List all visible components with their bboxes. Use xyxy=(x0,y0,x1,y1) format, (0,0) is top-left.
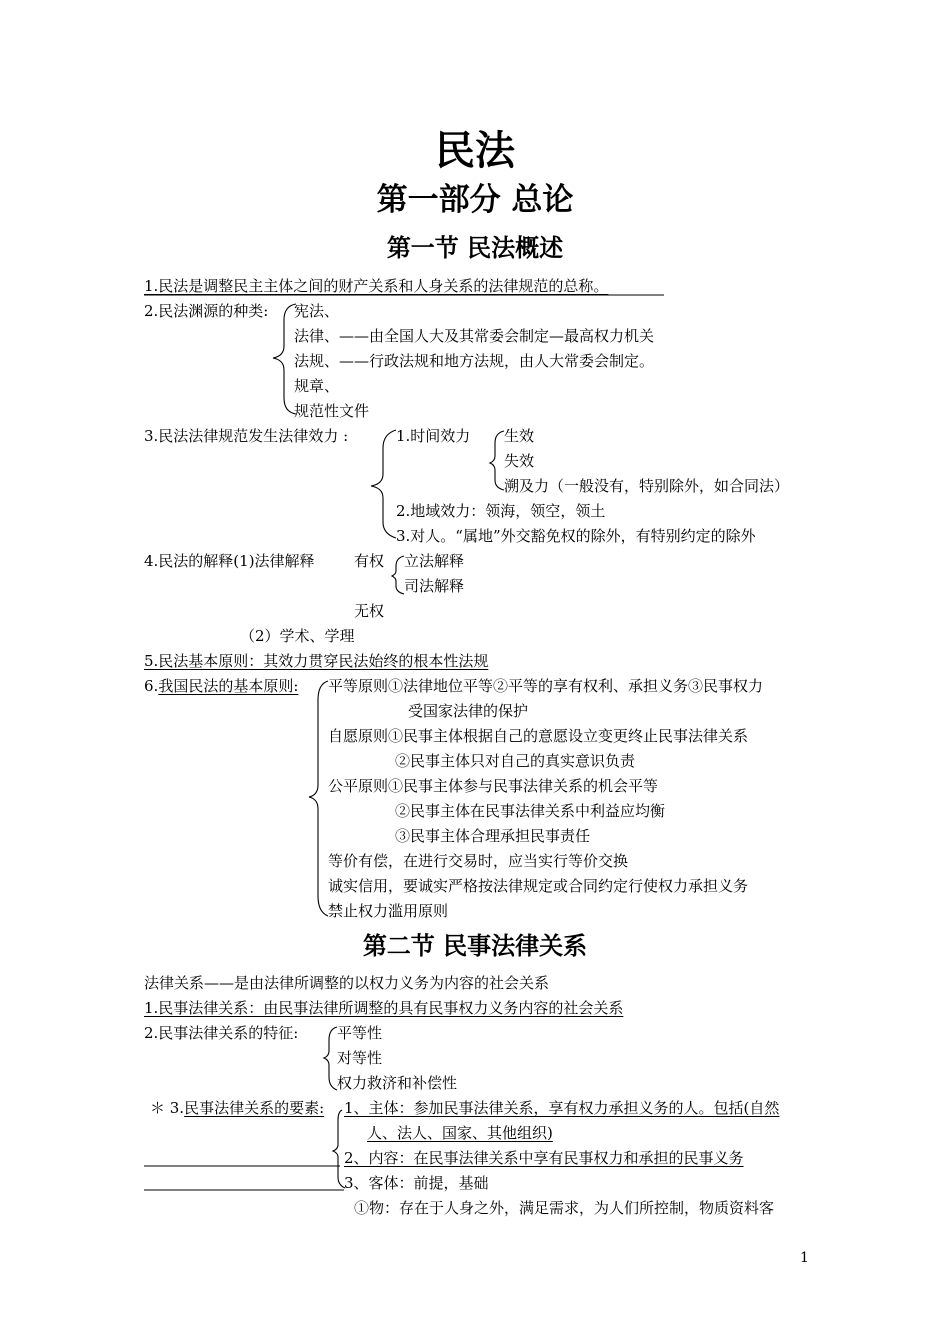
s1-item4-academic: （2）学术、学理 xyxy=(240,627,355,645)
s1-item2-line4: 规章、 xyxy=(294,377,340,395)
s1-item6-line4: ②民事主体只对自己的真实意识负责 xyxy=(395,752,636,770)
s1-item4-auth-2: 司法解释 xyxy=(404,577,465,595)
s1-item6-line3: 自愿原则①民事主体根据自己的意愿设立变更终止民事法律关系 xyxy=(328,727,749,745)
s2-item3-subject: 1、主体：参加民事法律关系，享有权力承担义务的人。包括(自然 xyxy=(344,1099,780,1117)
document-title: 民法 xyxy=(435,127,515,174)
brace-authority xyxy=(392,556,404,594)
s1-item2-line2: 法律、——由全国人大及其常委会制定—最高权力机关 xyxy=(294,327,655,345)
s2-item3-subject-cont: 人、法人、国家、其他组织) xyxy=(367,1124,553,1142)
s1-item6-line5: 公平原则①民事主体参与民事法律关系的机会平等 xyxy=(328,777,659,795)
s1-item4-noauth: 无权 xyxy=(354,602,385,620)
s2-intro: 法律关系——是由法律所调整的以权力义务为内容的社会关系 xyxy=(144,974,550,992)
brace-time xyxy=(490,431,504,490)
s1-item4-label: 4.民法的解释(1)法律解释 xyxy=(144,552,315,570)
part-title: 第一部分 总论 xyxy=(376,182,574,218)
s2-item3-star: ＊ 3. xyxy=(150,1099,185,1117)
page-number: 1 xyxy=(800,1250,809,1266)
s1-item2-line1: 宪法、 xyxy=(294,302,340,320)
s1-item4-auth-1: 立法解释 xyxy=(404,552,465,570)
s1-item3-space: 2.地域效力：领海，领空，领土 xyxy=(396,502,606,520)
s1-item6-label: 我国民法的基本原则: xyxy=(158,677,299,695)
s1-item6-line2: 受国家法律的保护 xyxy=(408,702,529,720)
s1-item6-line1: 平等原则①法律地位平等②平等的享有权利、承担义务③民事权力 xyxy=(328,677,764,695)
s1-item6-line7: ③民事主体合理承担民事责任 xyxy=(395,827,591,845)
brace-elements xyxy=(333,1110,345,1188)
s1-item3-time-2: 失效 xyxy=(504,452,535,470)
s1-item6-line9: 诚实信用，要诚实严格按法律规定或合同约定行使权力承担义务 xyxy=(328,877,749,895)
s2-item3-object: 3、客体：前提，基础 xyxy=(344,1174,489,1192)
brace-effect xyxy=(371,430,396,538)
s1-item6-prefix: 6. xyxy=(144,677,159,695)
section2-heading: 第二节 民事法律关系 xyxy=(362,931,588,960)
s1-item5: 5.民法基本原则：其效力贯穿民法始终的根本性法规 xyxy=(144,652,489,670)
s1-item6-line6: ②民事主体在民事法律关系中利益应均衡 xyxy=(395,802,666,820)
s1-item3-person: 3.对人。“属地”外交豁免权的除外，有特别约定的除外 xyxy=(396,527,756,545)
s2-item2-label: 2.民事法律关系的特征: xyxy=(144,1024,299,1042)
s1-item3-time-3: 溯及力（一般没有，特别除外，如合同法） xyxy=(504,477,790,495)
s1-item2-line5: 规范性文件 xyxy=(294,402,370,420)
s1-item3-label: 3.民法法律规范发生法律效力 : xyxy=(144,427,349,445)
s1-item4-auth: 有权 xyxy=(354,552,385,570)
section1-heading: 第一节 民法概述 xyxy=(386,233,564,262)
s1-item2-line3: 法规、——行政法规和地方法规，由人大常委会制定。 xyxy=(294,352,655,370)
s1-item3-time: 1.时间效力 xyxy=(396,427,471,445)
s2-item2-3: 权力救济和补偿性 xyxy=(337,1074,458,1092)
s2-item1: 1.民事法律关系：由民事法律所调整的具有民事权力义务内容的社会关系 xyxy=(144,999,624,1017)
brace-features xyxy=(324,1027,337,1090)
s2-item3-label: 民事法律关系的要素: xyxy=(184,1099,325,1117)
s2-item3-object-1: ①物：存在于人身之外，满足需求，为人们所控制，物质资料客 xyxy=(354,1199,775,1217)
brace-sources xyxy=(273,304,296,414)
s1-item2-label: 2.民法渊源的种类: xyxy=(144,302,269,320)
brace-principles xyxy=(309,681,328,916)
s2-item3-content: 2、内容：在民事法律关系中享有民事权力和承担的民事义务 xyxy=(344,1149,744,1167)
s1-item1: 1.民法是调整民主主体之间的财产关系和人身关系的法律规范的总称。 xyxy=(144,277,609,295)
s1-item6-line8: 等价有偿，在进行交易时，应当实行等价交换 xyxy=(328,852,629,870)
s2-item2-2: 对等性 xyxy=(337,1049,383,1067)
s1-item6-line10: 禁止权力滥用原则 xyxy=(328,902,449,920)
s1-item3-time-1: 生效 xyxy=(504,427,535,445)
s2-item2-1: 平等性 xyxy=(337,1024,383,1042)
